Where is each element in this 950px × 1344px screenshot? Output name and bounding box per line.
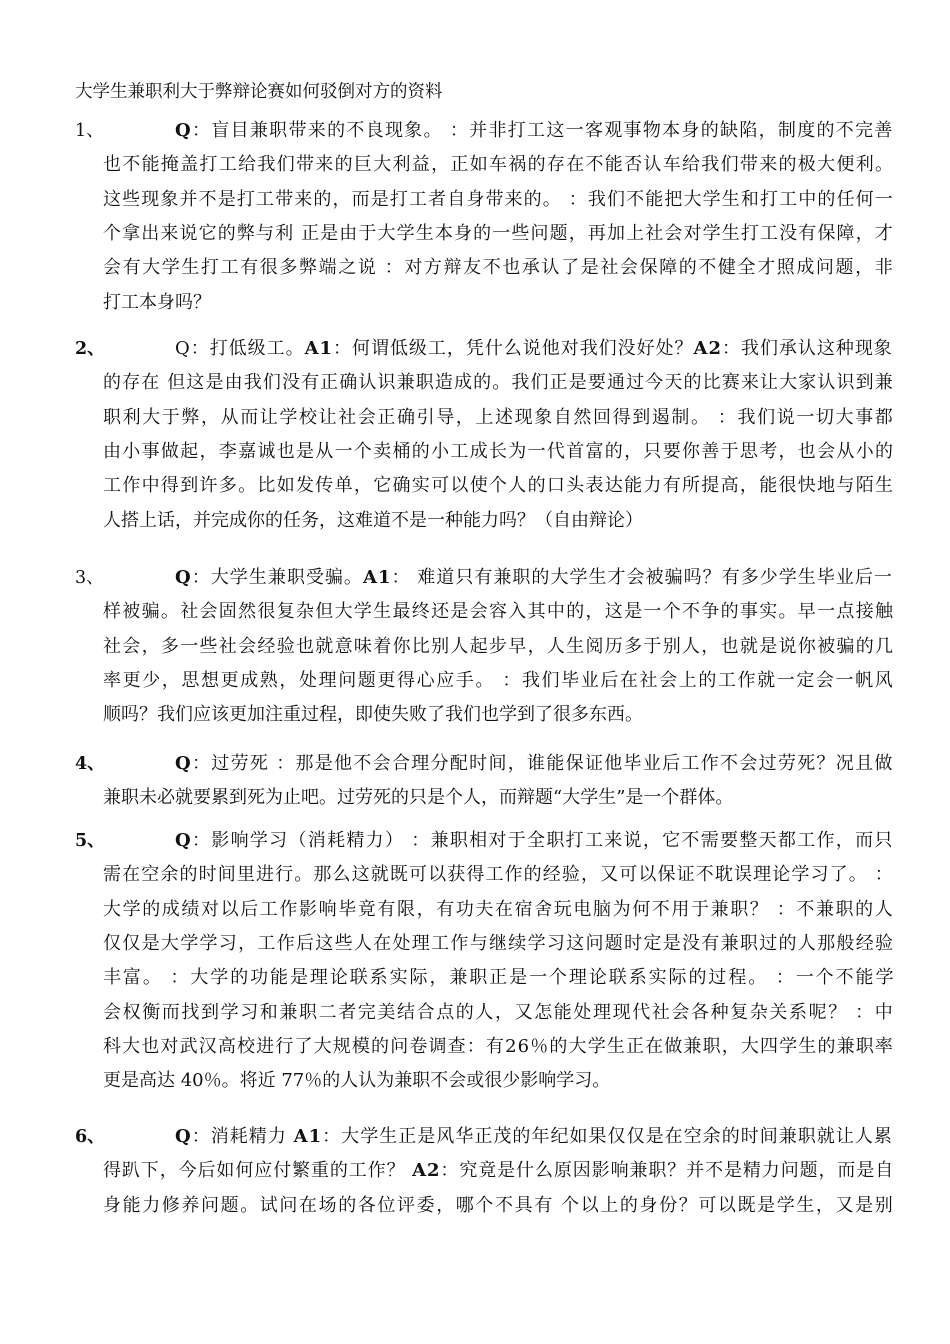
item-text-line bbox=[103, 401, 894, 435]
text-run: 仅仅是大学学习，工作后这些人在处理工作与继续学习这问题时定是没有兼职过的人那般经验 bbox=[103, 932, 895, 954]
text-run: ：大学生正是风华正茂的年纪如果仅仅是在空余的时间兼职就让人累 bbox=[322, 1126, 893, 1147]
text-run: 会权衡而找到学习和兼职二者完美结合点的人，又怎能处理现代社会各种复杂关系呢？ ：中 bbox=[103, 1001, 895, 1023]
text-run: 社会，多一些社会经验也就意味着你比别人起步早，人生阅历多于别人，也就是说你被骗的几 bbox=[103, 635, 895, 657]
item-text-line bbox=[103, 469, 894, 503]
speaker-label: Q bbox=[175, 567, 192, 588]
text-run: 需在空余的时间里进行。那么这就既可以获得工作的经验，又可以保证不耽误理论学习了。 ： bbox=[103, 864, 894, 886]
text-run: 职利大于弊，从而让学校让社会正确引导，上述现象自然回得到遏制。 ：我们说一切大事都 bbox=[103, 406, 895, 428]
item-text-line bbox=[103, 961, 895, 995]
text-run: 也不能掩盖打工给我们带来的巨大利益，正如车祸的存在不能否认车给我们带来的极大便利。 bbox=[103, 154, 895, 176]
text-run: ：打低级工。 bbox=[190, 338, 305, 359]
item-text-line bbox=[103, 1154, 894, 1188]
item-text-line bbox=[103, 858, 894, 892]
speaker-label: A1 bbox=[362, 567, 392, 588]
speaker-label: A1 bbox=[304, 338, 334, 359]
text-run: ： 难道只有兼职的大学生才会被骗吗？有多少学生毕业后一 bbox=[391, 567, 893, 588]
text-run: ：我们承认这种现象 bbox=[722, 338, 893, 359]
document-title: 大学生兼职利大于弊辩论赛如何驳倒对方的资料 bbox=[75, 82, 443, 102]
text-run: ：过劳死 ：那是他不会合理分配时间，谁能保证他毕业后工作不会过劳死？况且做 bbox=[191, 753, 894, 774]
item-text-line bbox=[103, 435, 894, 469]
item-number: 6、 bbox=[75, 1127, 105, 1147]
text-run: 得趴下，今后如何应付繁重的工作？ bbox=[103, 1160, 413, 1182]
text-run: 更是高达 40％。将近 77％的人认为兼职不会或很少影响学习。 bbox=[103, 1070, 611, 1092]
item-question-line bbox=[175, 824, 894, 858]
item-text-line bbox=[103, 664, 894, 698]
text-run: 丰富。 ：大学的功能是理论联系实际，兼职正是一个理论联系实际的过程。 ：一个不能学 bbox=[103, 967, 896, 989]
item-question-line bbox=[175, 114, 894, 148]
item-text-line bbox=[103, 927, 894, 961]
item-number: 5、 bbox=[75, 831, 105, 851]
item-question-line bbox=[175, 332, 893, 366]
item-text-line bbox=[103, 366, 894, 400]
speaker-label: Q bbox=[175, 753, 192, 774]
item-text-line bbox=[103, 251, 894, 285]
text-run: ：影响学习（消耗精力） ：兼职相对于全职打工来说，它不需要整天都工作，而只 bbox=[191, 830, 894, 851]
text-run: 率更少，思想更成熟，处理问题更得心应手。 ：我们毕业后在社会上的工作就一定会一帆风 bbox=[103, 669, 895, 691]
item-text-line bbox=[103, 183, 894, 217]
item-text-line bbox=[103, 148, 894, 182]
item-text-line bbox=[103, 781, 733, 815]
item-question-line bbox=[175, 747, 894, 781]
item-text-line bbox=[103, 217, 894, 251]
item-text-line bbox=[103, 595, 894, 629]
text-run: 这些现象并不是打工带来的，而是打工者自身带来的。 ：我们不能把大学生和打工中的任何一 bbox=[103, 188, 894, 210]
item-text-line bbox=[103, 698, 643, 732]
item-text-line bbox=[103, 893, 894, 927]
item-number: 1、 bbox=[75, 121, 104, 141]
item-text-line bbox=[103, 996, 894, 1030]
item-number: 3、 bbox=[75, 568, 104, 588]
text-run: 会有大学生打工有很多弊端之说 ：对方辩友不也承认了是社会保障的不健全才照成问题，非 bbox=[103, 257, 895, 279]
text-run: ：大学生兼职受骗。 bbox=[191, 567, 363, 588]
text-run: ：何谓低级工，凭什么说他对我们没好处？ bbox=[333, 338, 694, 359]
speaker-label: Q bbox=[175, 120, 192, 141]
speaker-label: A1 bbox=[293, 1126, 323, 1147]
text-run: ：究竟是什么原因影响兼职？并不是精力问题，而是自 bbox=[440, 1160, 895, 1182]
item-text-line bbox=[103, 1189, 894, 1223]
item-text-line bbox=[103, 1030, 894, 1064]
speaker-label: A2 bbox=[693, 338, 722, 359]
text-run: Q bbox=[175, 338, 191, 359]
item-text-line bbox=[103, 1064, 610, 1098]
item-text-line bbox=[103, 286, 211, 320]
speaker-label: A2 bbox=[412, 1160, 441, 1182]
item-text-line bbox=[103, 504, 643, 538]
text-run: 由小事做起，李嘉诚也是从一个卖桶的小工成长为一代首富的，只要你善于思考，也会从小的 bbox=[103, 440, 895, 462]
item-question-line bbox=[175, 561, 893, 595]
text-run: ：盲目兼职带来的不良现象。 ：并非打工这一客观事物本身的缺陷，制度的不完善 bbox=[191, 120, 894, 141]
text-run: 科大也对武汉高校进行了大规模的问卷调查：有26％的大学生正在做兼职，大四学生的兼职率 bbox=[103, 1035, 895, 1057]
item-number: 4、 bbox=[75, 754, 105, 774]
text-run: 顺吗？我们应该更加注重过程，即使失败了我们也学到了很多东西。 bbox=[103, 704, 643, 726]
text-run: 打工本身吗？ bbox=[103, 291, 211, 313]
text-run: ：消耗精力 bbox=[191, 1126, 294, 1147]
text-run: 个拿出来说它的弊与利 正是由于大学生本身的一些问题，再加上社会对学生打工没有保障，才 bbox=[103, 222, 894, 244]
text-run: 大学的成绩对以后工作影响毕竟有限，有功夫在宿舍玩电脑为何不用于兼职？ ：不兼职的人 bbox=[103, 898, 895, 920]
text-run: 兼职未必就要累到死为止吧。过劳死的只是个人，而辩题“大学生”是一个群体。 bbox=[103, 787, 734, 809]
text-run: 身能力修养问题。试问在场的各位评委，哪个不具有 个以上的身份？可以既是学生，又是别 bbox=[103, 1194, 895, 1216]
speaker-label: Q bbox=[175, 1126, 192, 1147]
text-run: 的存在 但这是由我们没有正确认识兼职造成的。我们正是要通过今天的比赛来让大家认识到兼 bbox=[103, 372, 894, 394]
speaker-label: Q bbox=[175, 830, 192, 851]
item-number: 2、 bbox=[75, 339, 105, 359]
item-text-line bbox=[103, 630, 894, 664]
item-question-line bbox=[175, 1120, 893, 1154]
text-run: 人搭上话，并完成你的任务，这难道不是一种能力吗？（自由辩论） bbox=[103, 509, 643, 531]
text-run: 样被骗。社会固然很复杂但大学生最终还是会容入其中的，这是一个不争的事实。早一点接触 bbox=[103, 601, 895, 623]
text-run: 工作中得到许多。比如发传单，它确实可以使个人的口头表达能力有所提高，能很快地与陌生 bbox=[103, 475, 895, 497]
